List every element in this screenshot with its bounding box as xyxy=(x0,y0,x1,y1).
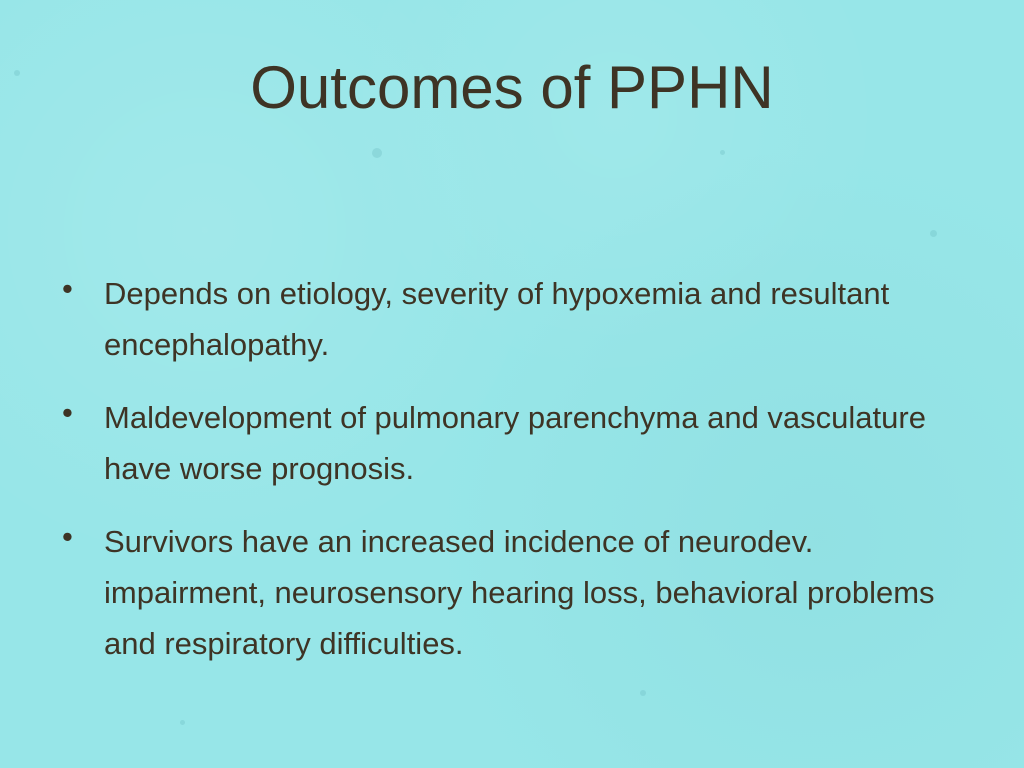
bullet-item xyxy=(58,268,958,370)
bullet-item xyxy=(58,516,958,669)
bullet-dot-icon: • xyxy=(62,395,73,430)
bullet-text: Survivors have an increased incidence of neurodev. impairment, neurosensory hearing loss, behavioral problems and respiratory difficulties. xyxy=(104,524,935,661)
slide-title: Outcomes of PPHN xyxy=(250,54,774,121)
bullet-dot-icon: • xyxy=(62,271,73,306)
texture-speck xyxy=(180,720,185,725)
texture-speck xyxy=(372,148,382,158)
bullet-item xyxy=(58,392,958,494)
bullet-list xyxy=(58,268,958,691)
bullet-text: Maldevelopment of pulmonary parenchyma and vasculature have worse prognosis. xyxy=(104,400,926,486)
bullet-dot-icon: • xyxy=(62,519,73,554)
texture-speck xyxy=(930,230,937,237)
bullet-text: Depends on etiology, severity of hypoxemia and resultant encephalopathy. xyxy=(104,276,890,362)
texture-speck xyxy=(720,150,725,155)
